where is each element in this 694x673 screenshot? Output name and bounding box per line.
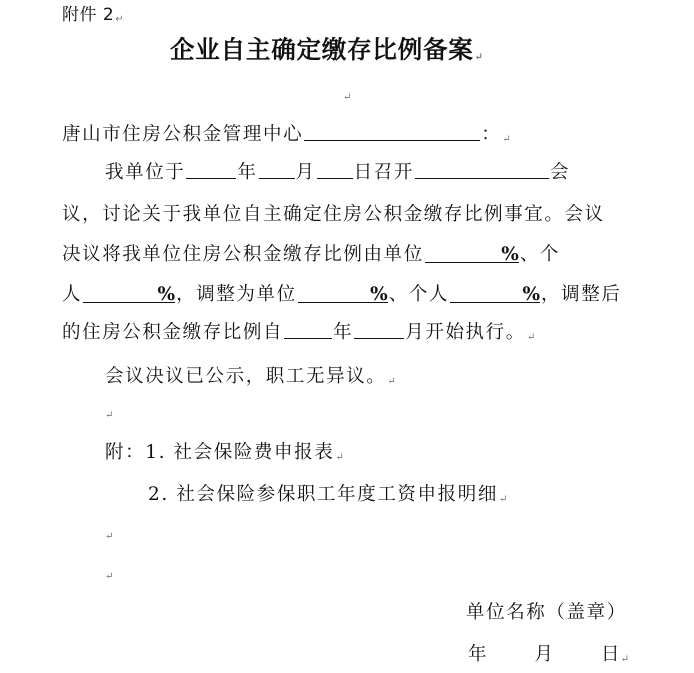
signature-day: 日 [601,644,620,665]
annex-label [62,2,124,33]
addressee-line [62,122,511,153]
day-blank [317,160,353,179]
start-month-blank [354,320,404,339]
body-line-4 [62,282,621,308]
signature-unit-line [466,600,627,626]
body-text: 日召开 [353,162,414,183]
body-line-5 [62,320,535,351]
paragraph-mark-icon: ↵ [502,134,511,145]
addressee-blank [304,122,480,141]
document-title [170,34,483,74]
paragraph-mark-icon: ↵ [105,531,114,542]
body-text: 年 [237,162,258,183]
percent-sign: % [522,284,541,305]
percent-sign: % [370,284,388,305]
signature-year: 年 [468,644,487,665]
body-text: 的住房公积金缴存比例自 [62,322,284,343]
meeting-blank [415,160,549,179]
paragraph-mark-icon: ↵ [335,452,344,463]
percent-sign: % [501,244,519,265]
start-year-blank [284,320,332,339]
signature-date-line [468,642,629,673]
body-line-3 [62,242,560,268]
body-text: ，调整后 [541,284,622,305]
paragraph-mark-icon: ↵ [474,52,483,63]
attachments-label: 附： [105,442,146,463]
body-text: 议，讨论关于我单位自主确定住房公积金缴存比例事宜。会议 [62,204,605,225]
annex-label-text: 附件 2 [62,5,115,25]
paragraph-mark-icon: ↵ [343,92,352,103]
body-text: 月 [295,162,316,183]
body-text: 年 [333,322,354,343]
attachment-line-2 [148,482,507,513]
body-text: 我单位于 [105,162,186,183]
body-text: 、个人 [388,284,450,305]
addressee-colon: ： [481,124,502,145]
body-text: ，调整为单位 [176,284,297,305]
personal-rate-old-blank [83,282,175,303]
paragraph-mark-icon: ↵ [105,410,114,421]
month-blank [259,160,295,179]
paragraph-mark-icon: ↵ [387,376,396,387]
document-title-text: 企业自主确定缴存比例备案 [170,35,474,64]
unit-rate-new-blank [298,282,388,303]
paragraph-mark-icon: ↵ [620,654,629,665]
paragraph-mark-icon: ↵ [115,14,124,25]
announcement-line [105,364,396,395]
signature-unit-label: 单位名称（盖章） [466,602,627,623]
attachment-line-1 [105,440,344,471]
percent-sign: % [157,284,176,305]
unit-rate-old-blank [425,242,519,263]
signature-month: 月 [534,644,554,665]
body-text: 会 [549,162,571,183]
addressee-text: 唐山市住房公积金管理中心 [62,124,304,145]
paragraph-mark-icon: ↵ [498,494,508,505]
paragraph-mark-icon: ↵ [526,332,536,343]
attachment-item: 1. 社会保险费申报表 [145,442,335,463]
body-text: 人 [62,284,83,305]
body-line-1 [105,160,570,186]
announcement-text: 会议决议已公示，职工无异议。 [105,366,387,387]
body-text: 月开始执行。 [405,322,526,343]
attachment-item: 2. 社会保险参保职工年度工资申报明细 [148,484,498,505]
body-text: 决议将我单位住房公积金缴存比例由单位 [62,244,424,265]
body-line-2 [62,202,605,228]
year-blank [186,160,236,179]
body-text: 、个 [519,244,561,265]
paragraph-mark-icon: ↵ [105,571,114,582]
personal-rate-new-blank [450,282,540,303]
